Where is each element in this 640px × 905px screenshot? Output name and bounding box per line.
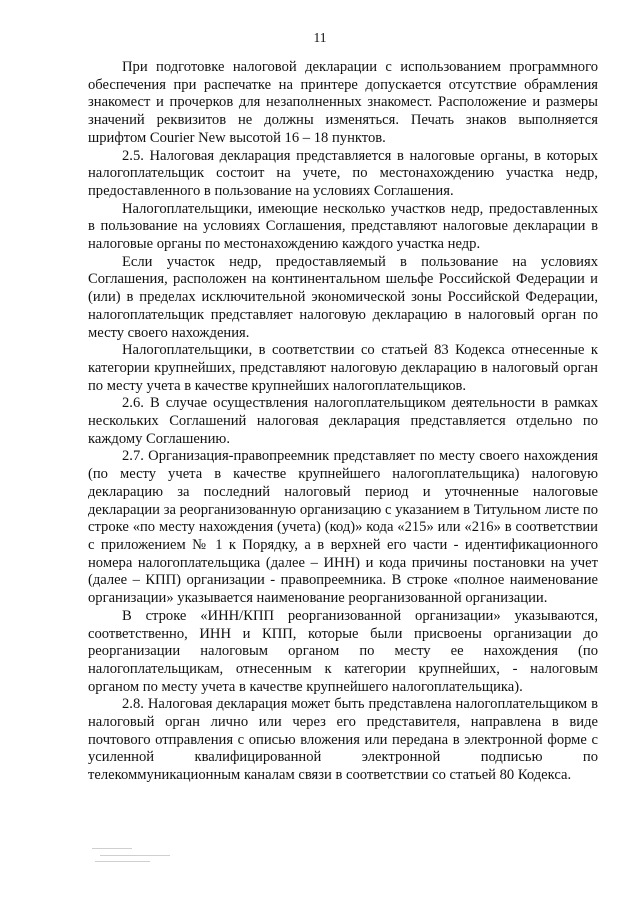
paragraph-inn-kpp-reorganized: В строке «ИНН/КПП реорганизованной организации» указываются, соответственно, ИНН и КПП, которые были присвоены организации до реорганизации налоговым органом по месту ее нахождения (по налогоплательщикам, отнесенным к категории крупнейших, - налоговым органом по месту учета в качестве крупнейшего налогоплательщика). <box>88 607 598 695</box>
paragraph-multiple-subsoil-plots: Налогоплательщики, имеющие несколько участков недр, предоставленных в пользование на условиях Соглашения, представляют налоговые декларации в налоговые органы по местонахождению каждого участка недр. <box>88 200 598 253</box>
paragraph-2-8: 2.8. Налоговая декларация может быть представлена налогоплательщиком в налоговый орган лично или через его представителя, направлена в виде почтового отправления с описью вложения или передана в электронной форме с усиленной квалифицированной электронной подписью по телекоммуникационным каналам связи в соответствии со статьей 80 Кодекса. <box>88 696 598 784</box>
paragraph-continental-shelf: Если участок недр, предоставляемый в пользование на условиях Соглашения, расположен на континентальном шельфе Российской Федерации и (или) в пределах исключительной экономической зоны Российской Федерации, налогоплательщик представляет налоговую декларацию в налоговый орган по месту своего нахождения. <box>88 253 598 341</box>
page-number: 11 <box>313 30 327 45</box>
document-body <box>88 59 598 785</box>
paragraph-2-5: 2.5. Налоговая декларация представляется в налоговые органы, в которых налогоплательщик состоит на учете, по местонахождению участка недр, предоставленного в пользование на условиях Соглашения. <box>88 147 598 199</box>
paragraph-largest-taxpayers: Налогоплательщики, в соответствии со статьей 83 Кодекса отнесенные к категории крупнейших, представляют налоговую декларацию в налоговый орган по месту учета в качестве крупнейших налогоплательщиков. <box>88 342 598 394</box>
paragraph-2-6: 2.6. В случае осуществления налогоплательщиком деятельности в рамках нескольких Соглашений налоговая декларация представляется отдельно по каждому Соглашению. <box>88 395 598 447</box>
paragraph-printing-requirements: При подготовке налоговой декларации с использованием программного обеспечения при распечатке на принтере допускается отсутствие обрамления знакомест и прочерков для незаполненных знакомест. Расположение и размеры значений реквизитов не должны изменяться. Печать знаков выполняется шрифтом Courier New высотой 16 – 18 пунктов. <box>88 59 598 146</box>
scan-artifact <box>92 846 182 866</box>
paragraph-2-7: 2.7. Организация-правопреемник представляет по месту своего нахождения (по месту учета в качестве крупнейшего налогоплательщика) налоговую декларацию за последний налоговый период и уточненные налоговые декларации за реорганизованную организацию с указанием в Титульном листе по строке «по месту нахождения (учета) (код)» кода «215» или «216» в соответствии с приложением № 1 к Порядку, а в верхней его части - идентификационного номера налогоплательщика (далее – ИНН) и кода причины постановки на учет (далее – КПП) организации - правопреемника. В строке «полное наименование организации» указывается наименование реорганизованной организации. <box>88 448 598 607</box>
